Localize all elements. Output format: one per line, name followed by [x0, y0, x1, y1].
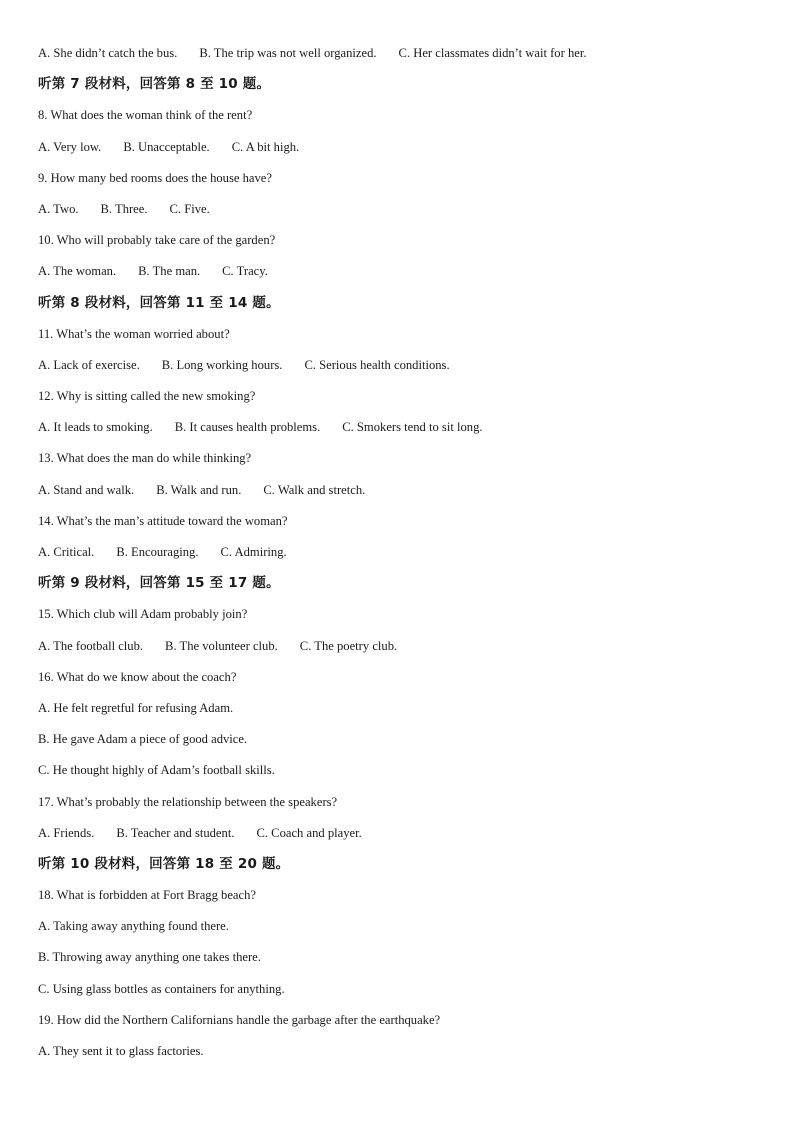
answer-option: C. Serious health conditions.: [304, 357, 450, 372]
answer-option: C. Smokers tend to sit long.: [342, 420, 483, 435]
question-text: B. Throwing away anything one takes there.: [38, 950, 261, 965]
answer-option: A. Friends.: [38, 825, 95, 840]
section-heading: 听第 10 段材料，回答第 18 至 20 题。: [38, 855, 290, 872]
question-text: C. He thought highly of Adam’s football skills.: [38, 763, 275, 778]
answer-options: [38, 138, 758, 169]
question-text: A. They sent it to glass factories.: [38, 1044, 204, 1058]
answer-options: [38, 262, 758, 293]
answer-option: C. Walk and stretch.: [263, 482, 366, 497]
answer-options: [38, 637, 758, 668]
answer-option: A. Lack of exercise.: [38, 357, 140, 372]
answer-option: A. Two.: [38, 201, 79, 216]
answer-option: B. The trip was not well organized.: [199, 46, 377, 60]
answer-option: B. Three.: [100, 201, 148, 216]
question-text: 15. Which club will Adam probably join?: [38, 607, 248, 622]
answer-option: C. Her classmates didn’t wait for her.: [398, 46, 587, 60]
answer-option: C. Coach and player.: [256, 825, 362, 840]
answer-option: A. Stand and walk.: [38, 482, 135, 497]
question-text: 10. Who will probably take care of the garden?: [38, 233, 276, 248]
answer-options: [38, 200, 758, 231]
question-text: 18. What is forbidden at Fort Bragg beach?: [38, 888, 256, 903]
answer-option: A. The woman.: [38, 264, 117, 279]
question-text: 19. How did the Northern Californians handle the garbage after the earthquake?: [38, 1012, 441, 1027]
section-heading: 听第 9 段材料，回答第 15 至 17 题。: [38, 575, 280, 592]
answer-option: B. The man.: [138, 264, 201, 279]
answer-option: A. Very low.: [38, 139, 102, 154]
question-text: 17. What’s probably the relationship between the speakers?: [38, 794, 338, 809]
answer-option: B. Long working hours.: [161, 357, 283, 372]
answer-options: [38, 356, 758, 387]
question-text: B. He gave Adam a piece of good advice.: [38, 732, 248, 747]
answer-option: C. Admiring.: [220, 545, 287, 559]
answer-option: A. It leads to smoking.: [38, 420, 153, 435]
exam-page: [38, 44, 758, 1073]
answer-option: C. A bit high.: [231, 139, 300, 154]
question-text: A. He felt regretful for refusing Adam.: [38, 700, 234, 715]
answer-option: A. Critical.: [38, 545, 95, 559]
question-text: 13. What does the man do while thinking?: [38, 451, 252, 466]
answer-option: B. Walk and run.: [156, 482, 242, 497]
question-text: 11. What’s the woman worried about?: [38, 326, 230, 341]
answer-options: [38, 543, 758, 574]
answer-options: [38, 44, 758, 75]
answer-option: B. It causes health problems.: [174, 420, 321, 435]
question-text: 9. How many bed rooms does the house have?: [38, 170, 272, 185]
answer-option: A. The football club.: [38, 638, 144, 653]
answer-options: [38, 418, 758, 449]
answer-option: A. She didn’t catch the bus.: [38, 46, 178, 60]
answer-options: [38, 481, 758, 512]
answer-option: B. Teacher and student.: [116, 825, 235, 840]
answer-option: C. Five.: [169, 201, 210, 216]
question-text: 12. Why is sitting called the new smoking?: [38, 389, 256, 404]
question-text: C. Using glass bottles as containers for anything.: [38, 981, 285, 996]
answer-option: C. The poetry club.: [299, 638, 398, 653]
question-text: 14. What’s the man’s attitude toward the woman?: [38, 513, 288, 528]
section-heading: 听第 7 段材料，回答第 8 至 10 题。: [38, 76, 271, 93]
question-text: 16. What do we know about the coach?: [38, 669, 237, 684]
answer-option: C. Tracy.: [222, 264, 268, 279]
answer-option: B. Encouraging.: [116, 545, 199, 559]
answer-option: B. The volunteer club.: [165, 638, 278, 653]
answer-options: [38, 824, 758, 855]
section-heading: 听第 8 段材料，回答第 11 至 14 题。: [38, 294, 280, 311]
answer-option: B. Unacceptable.: [123, 139, 210, 154]
question-text: 8. What does the woman think of the rent?: [38, 108, 253, 123]
question-text: A. Taking away anything found there.: [38, 919, 229, 934]
